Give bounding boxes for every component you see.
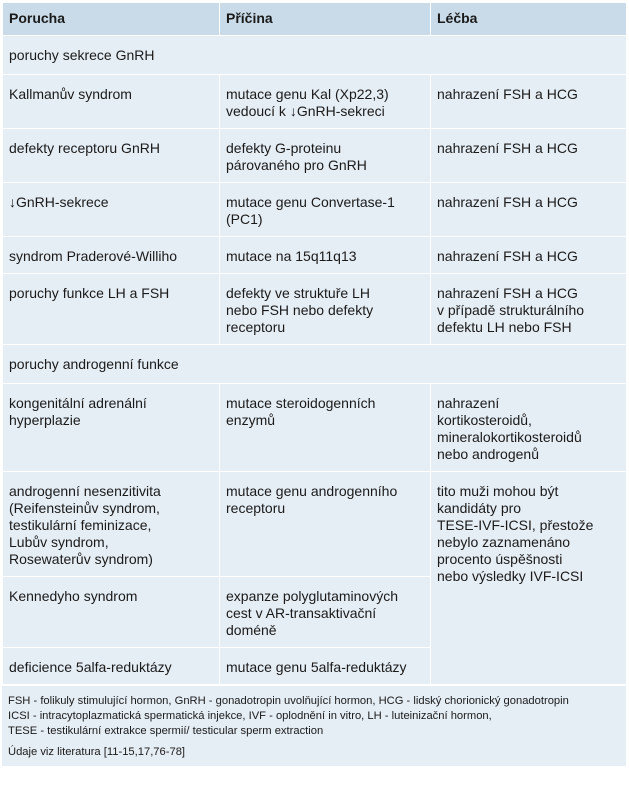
table-row (3, 75, 627, 129)
cell-porucha (3, 472, 220, 577)
cell-pricina-line: expanze polyglutaminových (226, 588, 398, 604)
section-row (3, 36, 627, 75)
cell-porucha-line: deficience 5alfa-reduktázy (9, 659, 172, 675)
table-row (3, 129, 627, 183)
cell-pricina-line: receptoru (226, 500, 286, 516)
cell-porucha (3, 183, 220, 237)
header-pricina: Příčina (220, 3, 431, 36)
cell-lecba-line: tito muži mohou být (437, 483, 559, 499)
cell-porucha-line: kongenitální adrenální (9, 395, 147, 411)
cell-lecba (431, 384, 627, 472)
cell-porucha-line: (Reifensteinův syndrom, (9, 500, 160, 516)
cell-porucha-line: Kennedyho syndrom (9, 588, 138, 604)
cell-porucha-line: testikulární feminizace, (9, 517, 152, 533)
cell-lecba-line: kandidáty pro (437, 500, 522, 516)
cell-porucha-line: Rosewaterův syndrom) (9, 551, 153, 567)
cell-porucha-line: poruchy funkce LH a FSH (9, 285, 170, 301)
cell-pricina-line: mutace genu androgenního (226, 483, 398, 499)
cell-pricina-line: defekty G-proteinu (226, 140, 342, 156)
table-row (3, 183, 627, 237)
cell-pricina (220, 129, 431, 183)
cell-pricina-line: cest v AR-transaktivační (226, 605, 377, 621)
table-row (3, 472, 627, 577)
footnote-line: TESE - testikulární extrakce spermií/ testicular sperm extraction (8, 725, 324, 737)
cell-pricina (220, 75, 431, 129)
section-title: poruchy sekrece GnRH (3, 36, 627, 75)
cell-lecba (431, 129, 627, 183)
cell-pricina (220, 274, 431, 345)
cell-lecba-line: nahrazení FSH a HCG (437, 194, 578, 210)
footnote-line: FSH - folikuly stimulující hormon, GnRH - gonadotropin uvolňující hormon, HCG - lidský chorionický gonadotropin (8, 695, 569, 707)
table-body (3, 36, 627, 685)
cell-lecba-line: nahrazení FSH a HCG (437, 86, 578, 102)
cell-lecba-line: nahrazení (437, 395, 500, 411)
footnote-line: ICSI - intracytoplazmatická spermatická injekce, IVF - oplodnění in vitro, LH - luteinizační hormon, (8, 710, 492, 722)
cell-lecba-line: nebo androgenů (437, 446, 539, 462)
table-row (3, 274, 627, 345)
cell-lecba (431, 274, 627, 345)
cell-pricina-line: (PC1) (226, 211, 263, 227)
cell-porucha (3, 384, 220, 472)
cell-lecba-line: TESE-IVF-ICSI, přestože (437, 517, 594, 533)
cell-pricina (220, 648, 431, 685)
cell-porucha (3, 577, 220, 648)
cell-pricina-line: nebo FSH nebo defekty (226, 302, 374, 318)
table-row (3, 384, 627, 472)
table-footnote (2, 685, 626, 766)
cell-porucha-line: ↓GnRH-sekrece (9, 194, 109, 210)
cell-porucha-line: Kallmanův syndrom (9, 86, 132, 102)
cell-pricina (220, 472, 431, 577)
cell-lecba-line: nahrazení FSH a HCG (437, 285, 578, 301)
cell-lecba-line: nahrazení FSH a HCG (437, 140, 578, 156)
cell-porucha-line: hyperplazie (9, 412, 81, 428)
cell-porucha-line: syndrom Praderové-Williho (9, 248, 178, 264)
cell-porucha (3, 129, 220, 183)
cell-pricina (220, 237, 431, 274)
cell-lecba (431, 237, 627, 274)
cell-pricina (220, 384, 431, 472)
cell-lecba-line: v případě strukturálního (437, 302, 585, 318)
cell-pricina-line: receptoru (226, 319, 286, 335)
cell-lecba-line: nebo výsledky IVF-ICSI (437, 568, 584, 584)
cell-pricina-line: defekty ve struktuře LH (226, 285, 370, 301)
cell-lecba-line: nebylo zaznamenáno (437, 534, 571, 550)
cell-pricina (220, 183, 431, 237)
cell-lecba-line: procento úspěšnosti (437, 551, 563, 567)
cell-lecba-line: kortikosteroidů, (437, 412, 532, 428)
table-container (2, 2, 626, 766)
cell-porucha-line: Lubův syndrom, (9, 534, 109, 550)
reference-note: Údaje viz literatura [11-15,17,76-78] (8, 746, 186, 758)
cell-lecba-line: nahrazení FSH a HCG (437, 248, 578, 264)
disorders-table (2, 2, 627, 685)
table-header-row (3, 3, 627, 36)
cell-pricina-line: mutace steroidogenních (226, 395, 376, 411)
cell-porucha (3, 274, 220, 345)
cell-pricina-line: mutace genu 5alfa-reduktázy (226, 659, 407, 675)
cell-porucha-line: androgenní nesenzitivita (9, 483, 161, 499)
cell-lecba-line: mineralokortikosteroidů (437, 429, 582, 445)
cell-pricina-line: vedoucí k ↓GnRH-sekreci (226, 103, 385, 119)
cell-pricina-line: enzymů (226, 412, 276, 428)
cell-pricina-line: doméně (226, 622, 277, 638)
cell-porucha (3, 237, 220, 274)
cell-pricina (220, 577, 431, 648)
cell-lecba-line: defektu LH nebo FSH (437, 319, 572, 335)
cell-porucha (3, 75, 220, 129)
cell-pricina-line: mutace genu Convertase-1 (226, 194, 395, 210)
section-row (3, 345, 627, 384)
section-title: poruchy androgenní funkce (3, 345, 627, 384)
header-porucha: Porucha (3, 3, 220, 36)
cell-porucha-line: defekty receptoru GnRH (9, 140, 160, 156)
cell-lecba (431, 472, 627, 685)
table-row (3, 237, 627, 274)
header-lecba: Léčba (431, 3, 627, 36)
cell-pricina-line: párovaného pro GnRH (226, 157, 367, 173)
cell-lecba (431, 75, 627, 129)
cell-pricina-line: mutace na 15q11q13 (226, 248, 357, 264)
cell-pricina-line: mutace genu Kal (Xp22,3) (226, 86, 389, 102)
cell-porucha (3, 648, 220, 685)
cell-lecba (431, 183, 627, 237)
